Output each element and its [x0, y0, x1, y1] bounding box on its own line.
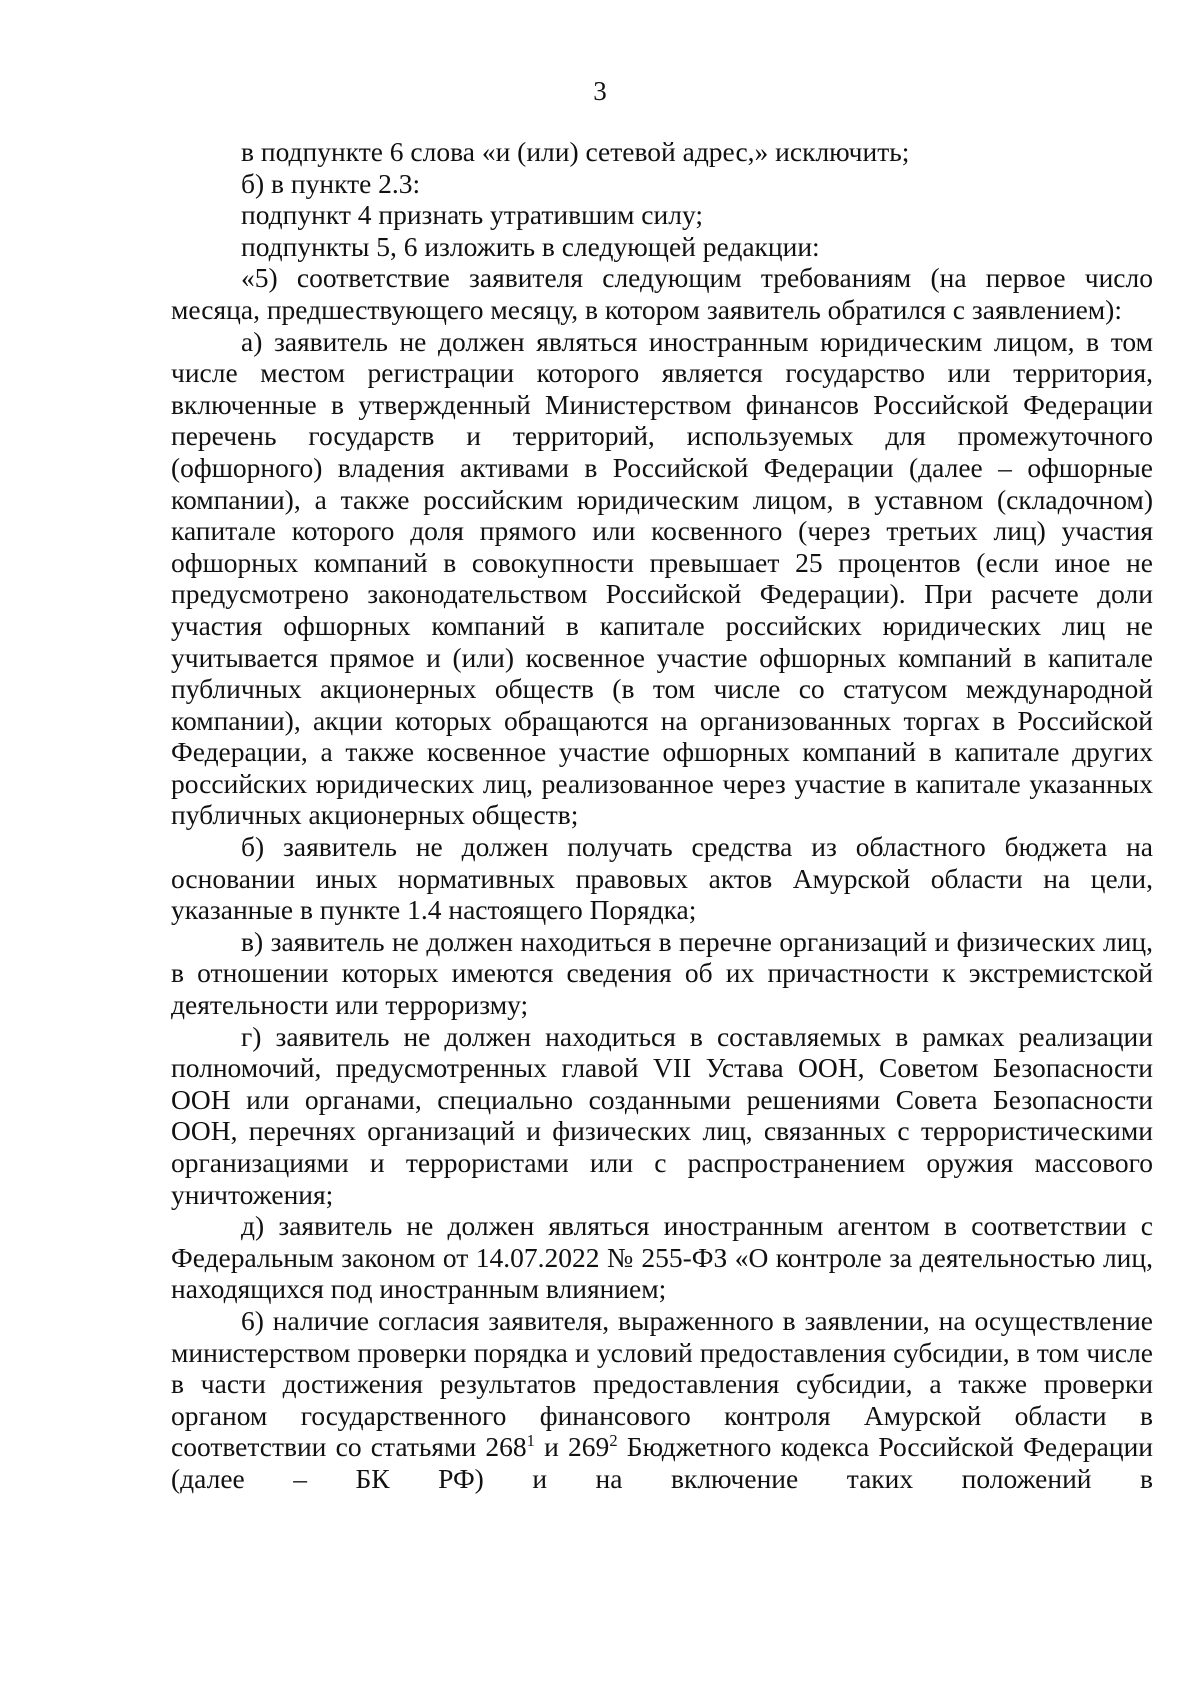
paragraph: «5) соответствие заявителя следующим требованиям (на первое число месяца, предшествующего месяцу, в котором заявитель обратился с заявлением):	[171, 262, 1153, 325]
paragraph-6-text-end: Бюджетного кодекса Российской Федерации (далее – БК РФ) и на включение таких положений в	[171, 1431, 1153, 1494]
paragraph: б) в пункте 2.3:	[241, 167, 421, 199]
article-superscript-1: 1	[526, 1431, 535, 1451]
page-number: 3	[593, 76, 607, 106]
paragraph: подпункты 5, 6 изложить в следующей редакции:	[241, 230, 820, 262]
paragraph: в) заявитель не должен находиться в перечне организаций и физических лиц, в отношении которых имеются сведения об их причастности к экстремистской деятельности или терроризму;	[171, 925, 1153, 1021]
paragraph: г) заявитель не должен находиться в составляемых в рамках реализации полномочий, предусмотренных главой VII Устава ООН, Советом Безопасности ООН или органами, специально созданными решениями Совета Безопасности ООН, перечнях организаций и физических лиц, связанных с террористическими организациями и террористами или с распространением оружия массового уничтожения;	[171, 1020, 1153, 1210]
paragraph: а) заявитель не должен являться иностранным юридическим лицом, в том числе местом регистрации которого является государство или территория, включенные в утвержденный Министерством финансов Российской Федерации перечень государств и территорий, используемых для промежуточного (офшорного) владения активами в Российской Федерации (далее – офшорные компании), а также российским юридическим лицом, в уставном (складочном) капитале которого доля прямого или косвенного (через третьих лиц) участия офшорных компаний в совокупности превышает 25 процентов (если иное не предусмотрено законодательством Российской Федерации). При расчете доли участия офшорных компаний в капитале российских юридических лиц не учитывается прямое и (или) косвенное участие офшорных компаний в капитале публичных акционерных обществ (в том числе со статусом международной компании), акции которых обращаются на организованных торгах в Российской Федерации, а также косвенное участие офшорных компаний в капитале других российских юридических лиц, реализованное через участие в капитале указанных публичных акционерных обществ;	[171, 325, 1153, 831]
article-superscript-2: 2	[609, 1431, 618, 1451]
paragraph-6	[171, 1305, 1153, 1495]
paragraph: подпункт 4 признать утратившим силу;	[241, 199, 703, 231]
paragraph: в подпункте 6 слова «и (или) сетевой адрес,» исключить;	[241, 136, 910, 167]
paragraph-6-text-start: 6) наличие согласия заявителя, выраженного в заявлении, на осуществление министерством проверки порядка и условий предоставления субсидии, в том числе в части достижения результатов предоставления субсидии, а также проверки органом государственного финансового контроля Амурской области в соответствии со статьями 268	[171, 1304, 1153, 1463]
paragraph: д) заявитель не должен являться иностранным агентом в соответствии с Федеральным законом от 14.07.2022 № 255-ФЗ «О контроле за деятельностью лиц, находящихся под иностранным влиянием;	[171, 1210, 1153, 1305]
paragraph: б) заявитель не должен получать средства из областного бюджета на основании иных нормативных правовых актов Амурской области на цели, указанные в пункте 1.4 настоящего Порядка;	[171, 831, 1153, 926]
document-body	[171, 136, 1153, 1495]
paragraph-6-text-middle: и 269	[534, 1431, 610, 1463]
